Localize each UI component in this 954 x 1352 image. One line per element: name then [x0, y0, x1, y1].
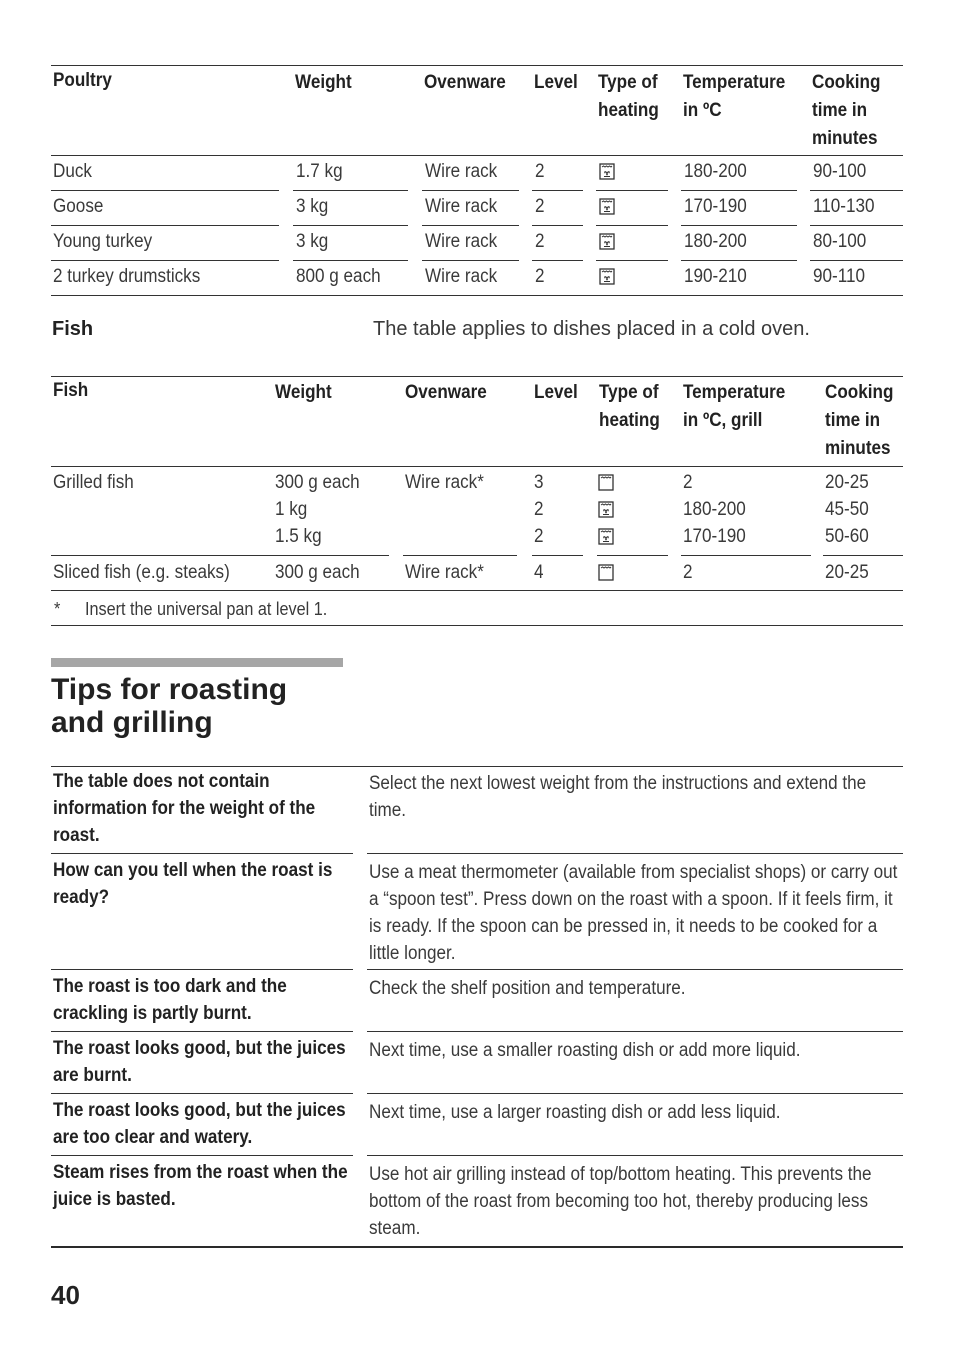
tip-solution: Select the next lowest weight from the instructions and extend the time. — [369, 773, 867, 821]
fish-header-level: Level — [534, 382, 578, 403]
fish-weight: 300 g each — [275, 562, 360, 583]
fan-grill-icon — [598, 501, 614, 518]
poultry-ovenware: Wire rack — [425, 231, 498, 252]
fish-level: 4 — [534, 562, 544, 583]
poultry-time: 110-130 — [813, 196, 875, 217]
poultry-ovenware: Wire rack — [425, 196, 498, 217]
poultry-weight: 3 kg — [296, 196, 329, 217]
heating-type — [599, 268, 614, 284]
poultry-level: 2 — [535, 196, 545, 217]
fish-header-heating: Type of heating — [599, 382, 660, 431]
fish-footnote-mark: * — [54, 599, 61, 619]
fish-section-label: Fish — [52, 318, 94, 340]
fish-ovenware: Wire rack* — [405, 472, 484, 493]
fish-name: Grilled fish — [53, 472, 134, 493]
fish-temp: 2 — [683, 562, 693, 583]
tip-problem: The roast looks good, but the juices are burnt. — [53, 1038, 346, 1086]
grill-icon — [598, 564, 614, 581]
poultry-temp: 190-210 — [684, 266, 747, 287]
tip-solution: Use a meat thermometer (available from specialist shops) or carry out a “spoon test”. Press down on the roast with a spoon. If it feels firm, it is ready. If the spoon can be pressed in, it needs to be cooked for a little longer. — [369, 862, 898, 964]
tips-title: Tips for roasting and grilling — [51, 673, 288, 739]
tip-problem: The table does not contain information for the weight of the roast. — [53, 771, 316, 846]
poultry-weight: 1.7 kg — [296, 161, 343, 182]
poultry-weight: 800 g each — [296, 266, 381, 287]
fish-temp: 2 180-200 170-190 — [683, 472, 746, 547]
tip-solution: Next time, use a smaller roasting dish or add more liquid. — [369, 1040, 801, 1061]
heating-type — [598, 564, 613, 580]
poultry-header-ovenware: Ovenware — [424, 72, 506, 93]
poultry-name: Goose — [53, 196, 104, 217]
poultry-temp: 170-190 — [684, 196, 747, 217]
fan-grill-icon — [599, 268, 615, 285]
poultry-header-weight: Weight — [295, 72, 352, 93]
poultry-header-temp: Temperature in ºC — [683, 72, 786, 121]
heating-type — [598, 474, 613, 490]
poultry-time: 90-100 — [813, 161, 867, 182]
fish-header-weight: Weight — [275, 382, 332, 403]
fish-weight: 300 g each 1 kg 1.5 kg — [275, 472, 360, 547]
poultry-header-heating: Type of heating — [598, 72, 659, 121]
heating-type — [599, 163, 614, 179]
fan-grill-icon — [598, 528, 614, 545]
fish-name: Sliced fish (e.g. steaks) — [53, 562, 230, 583]
page-number: 40 — [51, 1280, 80, 1310]
fish-header-name: Fish — [53, 380, 89, 401]
poultry-level: 2 — [535, 161, 545, 182]
fish-time: 20-25 — [825, 562, 869, 583]
fan-grill-icon — [599, 163, 615, 180]
poultry-header-level: Level — [534, 72, 578, 93]
poultry-level: 2 — [535, 266, 545, 287]
tip-solution: Next time, use a larger roasting dish or add less liquid. — [369, 1102, 781, 1123]
fish-ovenware: Wire rack* — [405, 562, 484, 583]
poultry-name: Duck — [53, 161, 92, 182]
section-divider-bar — [51, 658, 343, 667]
poultry-temp: 180-200 — [684, 161, 747, 182]
fan-grill-icon — [599, 198, 615, 215]
tip-solution: Check the shelf position and temperature. — [369, 978, 686, 999]
heating-type — [598, 528, 613, 544]
poultry-weight: 3 kg — [296, 231, 329, 252]
poultry-ovenware: Wire rack — [425, 161, 498, 182]
poultry-level: 2 — [535, 231, 545, 252]
poultry-temp: 180-200 — [684, 231, 747, 252]
fish-level: 3 2 2 — [534, 472, 544, 547]
poultry-time: 90-110 — [813, 266, 865, 287]
poultry-name: 2 turkey drumsticks — [53, 266, 201, 287]
fish-header-temp: Temperature in ºC, grill — [683, 382, 786, 431]
poultry-time: 80-100 — [813, 231, 867, 252]
tip-problem: The roast is too dark and the crackling is partly burnt. — [53, 976, 287, 1024]
poultry-header-name: Poultry — [53, 70, 112, 91]
fish-footnote: Insert the universal pan at level 1. — [85, 599, 328, 619]
fish-section-note: The table applies to dishes placed in a cold oven. — [373, 318, 810, 340]
heating-type — [598, 501, 613, 517]
fish-header-time: Cooking time in minutes — [825, 382, 894, 459]
tip-problem: How can you tell when the roast is ready? — [53, 860, 333, 908]
tip-problem: The roast looks good, but the juices are too clear and watery. — [53, 1100, 346, 1148]
heating-type — [599, 233, 614, 249]
fan-grill-icon — [599, 233, 615, 250]
poultry-name: Young turkey — [53, 231, 153, 252]
heating-type — [599, 198, 614, 214]
fish-header-ovenware: Ovenware — [405, 382, 487, 403]
poultry-header-time: Cooking time in minutes — [812, 72, 881, 149]
poultry-ovenware: Wire rack — [425, 266, 498, 287]
grill-icon — [598, 474, 614, 491]
tip-solution: Use hot air grilling instead of top/bottom heating. This prevents the bottom of the roast from becoming too hot, thereby producing less steam. — [369, 1164, 872, 1239]
tip-problem: Steam rises from the roast when the juice is basted. — [53, 1162, 348, 1210]
fish-time: 20-25 45-50 50-60 — [825, 472, 869, 547]
